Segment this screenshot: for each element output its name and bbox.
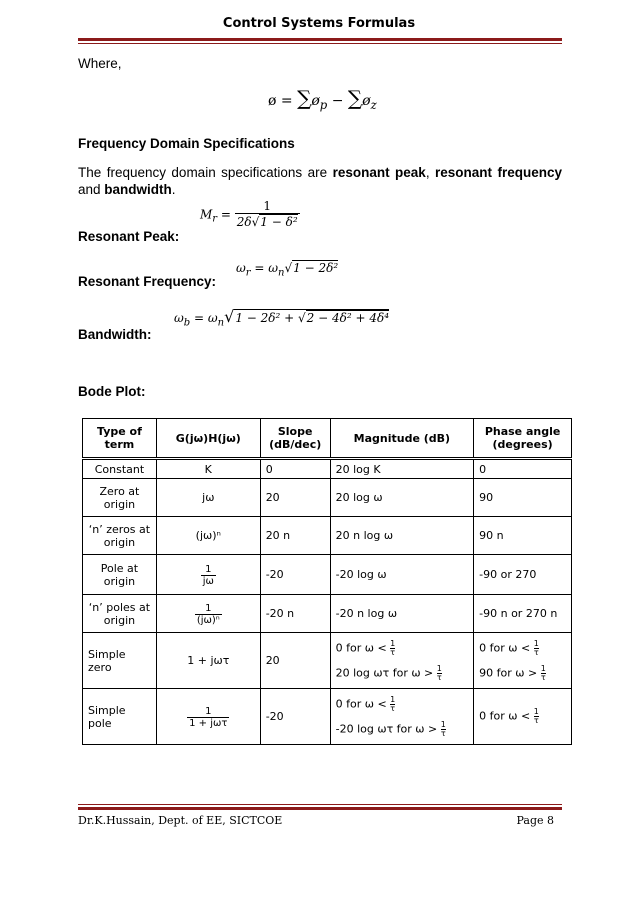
- cell-phase: -90 n or 270 n: [474, 595, 572, 633]
- tau-fraction: [541, 665, 546, 682]
- tau-fraction: [390, 696, 395, 713]
- cell-tf: [156, 689, 260, 745]
- mr-symbol: M: [200, 207, 213, 222]
- mag-text-1: 0 for ω <: [335, 697, 387, 710]
- resonant-peak-formula: [200, 200, 300, 230]
- header-rule: [78, 38, 562, 41]
- page-header-title: Control Systems Formulas: [222, 16, 416, 31]
- cell-type: Pole at origin: [83, 555, 157, 595]
- wr-symbol: ω: [236, 261, 246, 275]
- mag-line-1: [336, 640, 469, 657]
- wb-symbol: ω: [174, 311, 184, 325]
- bandwidth-label: Bandwidth:: [78, 327, 152, 342]
- cell-magnitude: -20 n log ω: [330, 595, 474, 633]
- frac-den: τ: [540, 672, 546, 682]
- frac-den: τ: [533, 647, 539, 657]
- cell-phase: [474, 633, 572, 689]
- table-row: [83, 555, 572, 595]
- mr-fraction: [235, 200, 300, 230]
- mr-den-pre: 2δ: [236, 215, 252, 230]
- phase-eq-minus: −: [327, 93, 348, 109]
- wb-radicand: [234, 309, 389, 325]
- table-row: [83, 633, 572, 689]
- cell-magnitude: 20 n log ω: [330, 517, 474, 555]
- header-phase: Phase angle (degrees): [474, 419, 572, 459]
- tau-fraction: [437, 665, 442, 682]
- cell-slope: 0: [260, 459, 330, 479]
- tf-numerator: 1: [205, 706, 212, 717]
- tf-denominator: 1 + jωτ: [189, 718, 228, 729]
- wb-wn-sub: n: [217, 317, 225, 329]
- sigma-symbol: ∑: [297, 86, 312, 110]
- cell-slope: 20: [260, 633, 330, 689]
- mr-numerator: 1: [263, 199, 272, 213]
- cell-type: ‘n’ zeros at origin: [83, 517, 157, 555]
- table-row: [83, 595, 572, 633]
- phase-eq-term1: ø: [311, 93, 320, 109]
- frac-num: 1: [533, 707, 539, 716]
- wr-radicand: 1 − 2δ²: [293, 261, 339, 275]
- cell-phase: 90: [474, 479, 572, 517]
- tau-fraction: [534, 708, 539, 725]
- header-tf: G(jω)H(jω): [156, 419, 260, 459]
- tf-fraction: [195, 603, 222, 626]
- mag-text-2: 20 log ωτ for ω >: [335, 666, 434, 679]
- cell-magnitude: -20 log ω: [330, 555, 474, 595]
- mr-denominator: [235, 213, 300, 229]
- frac-den: τ: [390, 703, 396, 713]
- header-slope: Slope (dB/dec): [260, 419, 330, 459]
- table-row: [83, 459, 572, 479]
- tf-fraction: [187, 706, 229, 729]
- bode-plot-label: Bode Plot:: [78, 384, 146, 399]
- cell-tf: [156, 555, 260, 595]
- phase-text-1: 0 for ω <: [479, 641, 531, 654]
- wb-equals: = ω: [190, 311, 218, 325]
- cell-type: Zero at origin: [83, 479, 157, 517]
- mag-text-2: -20 log ωτ for ω >: [335, 722, 438, 735]
- section-heading: Frequency Domain Specifications: [78, 136, 295, 151]
- wr-sub: r: [245, 267, 251, 279]
- cell-type: Constant: [83, 459, 157, 479]
- frac-num: 1: [533, 638, 539, 648]
- wb-rad-inner: 2 − 4δ² + 4δ⁴: [306, 311, 389, 325]
- phase-eq-lhs: ø =: [268, 93, 298, 109]
- header-type: Type of term: [83, 419, 157, 459]
- cell-magnitude: [330, 689, 474, 745]
- tf-denominator: (jω)ⁿ: [196, 615, 220, 626]
- mr-equals: =: [217, 207, 235, 222]
- bode-table: [82, 418, 572, 745]
- phase-text-2: 90 for ω >: [479, 666, 538, 679]
- phase-equation: [268, 86, 377, 112]
- tf-denominator: jω: [202, 576, 214, 587]
- sqrt-icon: √: [224, 307, 235, 326]
- cell-type: Simple pole: [83, 689, 157, 745]
- cell-slope: 20: [260, 479, 330, 517]
- spec-resonant-frequency: resonant frequency: [435, 165, 562, 180]
- tau-fraction: [534, 640, 539, 657]
- cell-tf: [156, 595, 260, 633]
- cell-type: ‘n’ poles at origin: [83, 595, 157, 633]
- header-rule-thin: [78, 43, 562, 44]
- phase-eq-sub2: z: [370, 97, 377, 112]
- table-row: [83, 689, 572, 745]
- frac-den: τ: [533, 716, 539, 725]
- wb-rad-pre: 1 − 2δ² +: [235, 311, 298, 325]
- footer-rule: [78, 807, 562, 810]
- frac-den: τ: [436, 672, 442, 682]
- mag-text-1: 0 for ω <: [335, 641, 387, 654]
- sqrt-icon: √: [284, 261, 293, 275]
- mr-den-radicand: 1 − δ²: [260, 215, 298, 230]
- tf-numerator: 1: [205, 603, 212, 614]
- table-row: [83, 517, 572, 555]
- frac-den: τ: [440, 728, 446, 738]
- frac-num: 1: [390, 638, 396, 648]
- cell-magnitude: [330, 633, 474, 689]
- wb-sub: b: [183, 317, 191, 329]
- cell-magnitude: 20 log K: [330, 459, 474, 479]
- mr-sub: r: [212, 213, 218, 225]
- frac-den: τ: [390, 647, 396, 657]
- mag-line-2: [336, 665, 469, 682]
- frac-num: 1: [436, 663, 442, 673]
- mag-line-1: [336, 696, 469, 713]
- footer-author: Dr.K.Hussain, Dept. of EE, SICTCOE: [78, 814, 283, 827]
- footer-page-number: Page 8: [516, 814, 554, 827]
- cell-slope: -20: [260, 555, 330, 595]
- cell-tf: (jω)ⁿ: [156, 517, 260, 555]
- cell-tf: 1 + jωτ: [156, 633, 260, 689]
- phase-text-1: 0 for ω <: [479, 709, 531, 723]
- frac-num: 1: [440, 719, 446, 729]
- wr-equals: = ω: [250, 261, 279, 275]
- phase-eq-term2: ø: [362, 93, 371, 109]
- resonant-peak-label: Resonant Peak:: [78, 229, 180, 244]
- table-header-row: [83, 419, 572, 459]
- bandwidth-formula: [174, 307, 389, 328]
- tau-fraction: [390, 640, 395, 657]
- cell-phase: 0: [474, 459, 572, 479]
- cell-slope: -20 n: [260, 595, 330, 633]
- cell-phase: 90 n: [474, 517, 572, 555]
- resonant-frequency-label: Resonant Frequency:: [78, 274, 217, 289]
- cell-slope: 20 n: [260, 517, 330, 555]
- cell-slope: -20: [260, 689, 330, 745]
- frac-num: 1: [540, 663, 546, 673]
- header-magnitude: Magnitude (dB): [330, 419, 474, 459]
- sqrt-icon: √: [298, 311, 306, 325]
- cell-type: Simple zero: [83, 633, 157, 689]
- sqrt-icon: √: [251, 215, 260, 230]
- mag-line-2: [336, 721, 469, 738]
- frac-num: 1: [390, 694, 396, 704]
- para-period: .: [171, 182, 176, 197]
- phase-line-1: [479, 708, 566, 725]
- cell-phase: [474, 689, 572, 745]
- cell-phase: -90 or 270: [474, 555, 572, 595]
- para-start: The frequency domain specifications are: [78, 165, 333, 180]
- where-text: Where,: [78, 56, 122, 71]
- para-comma: ,: [425, 165, 436, 180]
- tau-fraction: [441, 721, 446, 738]
- sigma-symbol-2: ∑: [347, 86, 363, 110]
- wr-wn-sub: n: [278, 267, 285, 279]
- phase-line-2: [479, 665, 566, 682]
- cell-tf: K: [156, 459, 260, 479]
- para-and: and: [78, 182, 105, 197]
- cell-tf: jω: [156, 479, 260, 517]
- phase-line-1: [479, 640, 566, 657]
- tf-numerator: 1: [205, 564, 212, 575]
- spec-bandwidth: bandwidth: [104, 182, 172, 197]
- footer-rule-thin: [78, 804, 562, 805]
- cell-magnitude: 20 log ω: [330, 479, 474, 517]
- phase-eq-sub1: p: [319, 97, 328, 112]
- table-row: [83, 479, 572, 517]
- resonant-frequency-formula: [236, 260, 338, 278]
- spec-paragraph: [78, 164, 562, 198]
- spec-resonant-peak: resonant peak: [332, 165, 426, 180]
- tf-fraction: [201, 564, 216, 587]
